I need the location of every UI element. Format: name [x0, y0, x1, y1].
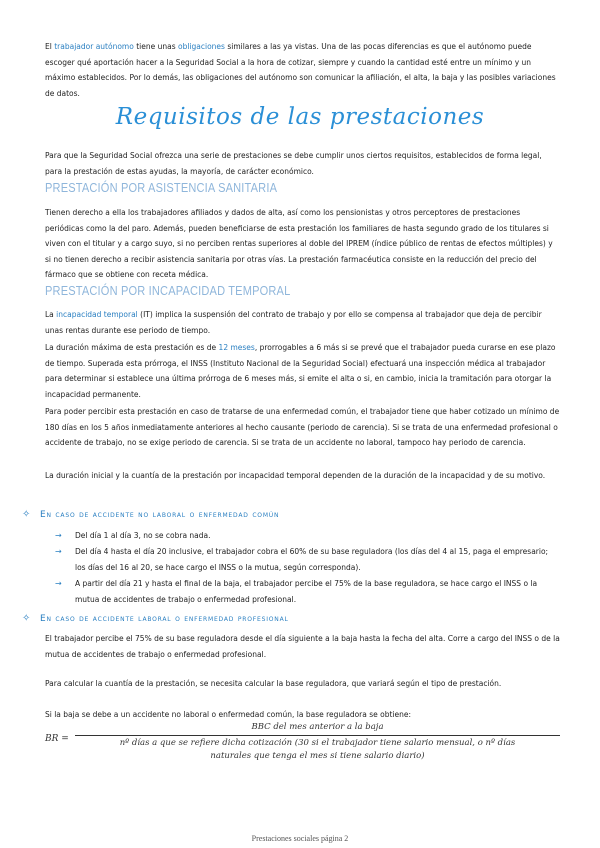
fraction-bar: [75, 735, 560, 736]
intro-paragraph: [45, 39, 560, 101]
it-p1-text-b: (IT) implica la suspensión del contrato de trabajo y por ello se compensa al trabajador que deja de percibir unas rentas durante ese periodo de tiempo.: [45, 310, 542, 335]
it-p2-text-b: , prorrogables a 6 más si se prevé que el trabajador pueda curarse en ese plazo de tiempo. Superada esta prórroga, el INSS (Instituto Nacional de la Seguridad Social) efectuará una inspección médica al trabajador para determinar si establece una última prórroga de 6 meses más, si emite el alta o si, en cambio, inicia la tramitación para otorgar la incapacidad permanente.: [45, 343, 556, 399]
it-paragraph-1: [45, 307, 560, 338]
page-title: Requisitos de las prestaciones: [115, 104, 485, 130]
arrow-right-icon: →: [55, 547, 62, 556]
heading-row-laboral: [22, 614, 289, 624]
it-paragraph-3: Para poder percibir esta prestación en caso de tratarse de una enfermedad común, el trabajador tiene que haber cotizado un mínimo de 180 días en los 5 años inmediatamente anteriores al hecho causante (periodo de carencia). Si se trata de una enfermedad profesional o accidente de trabajo, no se exige periodo de carencia. Si se trata de un accidente no laboral, tampoco hay periodo de carencia.: [45, 407, 560, 447]
bullet-text: Del día 1 al día 3, no se cobra nada.: [75, 531, 211, 540]
arrow-right-icon: →: [55, 531, 62, 540]
br-formula: [45, 722, 560, 768]
it-paragraph-2: [45, 340, 560, 402]
list-item: [55, 576, 560, 607]
heading-caso-comun: En caso de accidente no laboral o enfermedad común: [40, 510, 280, 520]
it-highlight-incapacidad: incapacidad temporal: [56, 310, 138, 319]
calc-paragraph-2: Si la baja se debe a un accidente no laboral o enfermedad común, la base reguladora se obtiene:: [45, 710, 412, 719]
list-item: [55, 544, 560, 575]
intro-text-2: tiene unas: [133, 42, 178, 51]
formula-denominator: [75, 737, 560, 763]
laboral-paragraph: El trabajador percibe el 75% de su base reguladora desde el día siguiente a la baja hasta la fecha del alta. Corre a cargo del INSS o de la mutua de accidentes de trabajo o enfermedad profesional.: [45, 634, 560, 659]
intro-highlight-obligaciones: obligaciones: [177, 42, 225, 51]
formula-lhs: BR =: [45, 734, 69, 744]
intro-text-1: El: [45, 42, 55, 51]
list-item: [55, 528, 560, 544]
diamond-icon: ✧: [22, 509, 31, 520]
page-footer: Prestaciones sociales página 2: [251, 834, 349, 843]
sanitaria-paragraph: Tienen derecho a ella los trabajadores afiliados y dados de alta, así como los pensionistas y otros perceptores de prestaciones periódicas como la del paro. Además, pueden beneficiarse de esta prestación los familiares de hasta segundo grado de los titulares si viven con el titular y a cargo suyo, si no perciben rentas superiores al doble del IPREM (índice público de rentas de efectos múltiples) y si no tienen derecho a recibir asistencia sanitaria por otras vías. La prestación farmacéutica consiste en la reducción del precio del fármaco que se obtiene con receta médica.: [45, 208, 553, 279]
it-paragraph-4: La duración inicial y la cuantía de la prestación por incapacidad temporal dependen de la duración de la incapacidad y de su motivo.: [45, 471, 546, 480]
denominator-line-2: naturales que tenga el mes si tiene salario diario): [210, 751, 425, 761]
intro-text-3: similares a las ya vistas. Una de las pocas diferencias es que el autónomo puede escoger qué aportación hacer a la Seguridad Social a la hora de cotizar, siempre y cuando la cantidad esté entre un mínimo y un máximo establecidos. Por lo demás, las obligaciones del autónomo son comunicar la afiliación, el alta, la baja y las posibles variaciones de datos.: [45, 42, 556, 98]
it-highlight-12-meses: 12 meses: [218, 343, 255, 352]
calc-paragraph-1: Para calcular la cuantía de la prestación, se necesita calcular la base reguladora, que variará según el tipo de prestación.: [45, 679, 502, 688]
diamond-icon: ✧: [22, 613, 31, 624]
intro-highlight-autonomo: trabajador autónomo: [54, 42, 134, 51]
requisitos-paragraph: Para que la Seguridad Social ofrezca una serie de prestaciones se debe cumplir unos ciertos requisitos, establecidos de forma legal, para la prestación de estas ayudas, la mayoría, de carácter económico.: [45, 151, 542, 176]
formula-numerator: BBC del mes anterior a la baja: [251, 722, 384, 732]
arrow-right-icon: →: [55, 579, 62, 588]
bullet-text: Del día 4 hasta el día 20 inclusive, el trabajador cobra el 60% de su base reguladora (los días del 4 al 15, paga el empresario; los días del 16 al 20, se hace cargo el INSS o la mutua, según corresponda).: [75, 547, 549, 572]
heading-row-comun: [22, 510, 279, 520]
bullet-text: A partir del día 21 y hasta el final de la baja, el trabajador percibe el 75% de la base reguladora, se hace cargo el INSS o la mutua de accidentes de trabajo o enfermedad profesional.: [75, 579, 538, 604]
denominator-line-1: nº días a que se refiere dicha cotización (30 si el trabajador tiene salario mensual, o nº días: [119, 738, 516, 748]
heading-asistencia-sanitaria: PRESTACIÓN POR ASISTENCIA SANITARIA: [45, 180, 278, 195]
heading-caso-laboral: En caso de accidente laboral o enfermedad profesional: [40, 614, 289, 624]
heading-incapacidad-temporal: PRESTACIÓN POR INCAPACIDAD TEMPORAL: [45, 283, 291, 298]
it-p1-text-a: La: [45, 310, 57, 319]
it-p2-text-a: La duración máxima de esta prestación es de: [45, 343, 219, 352]
